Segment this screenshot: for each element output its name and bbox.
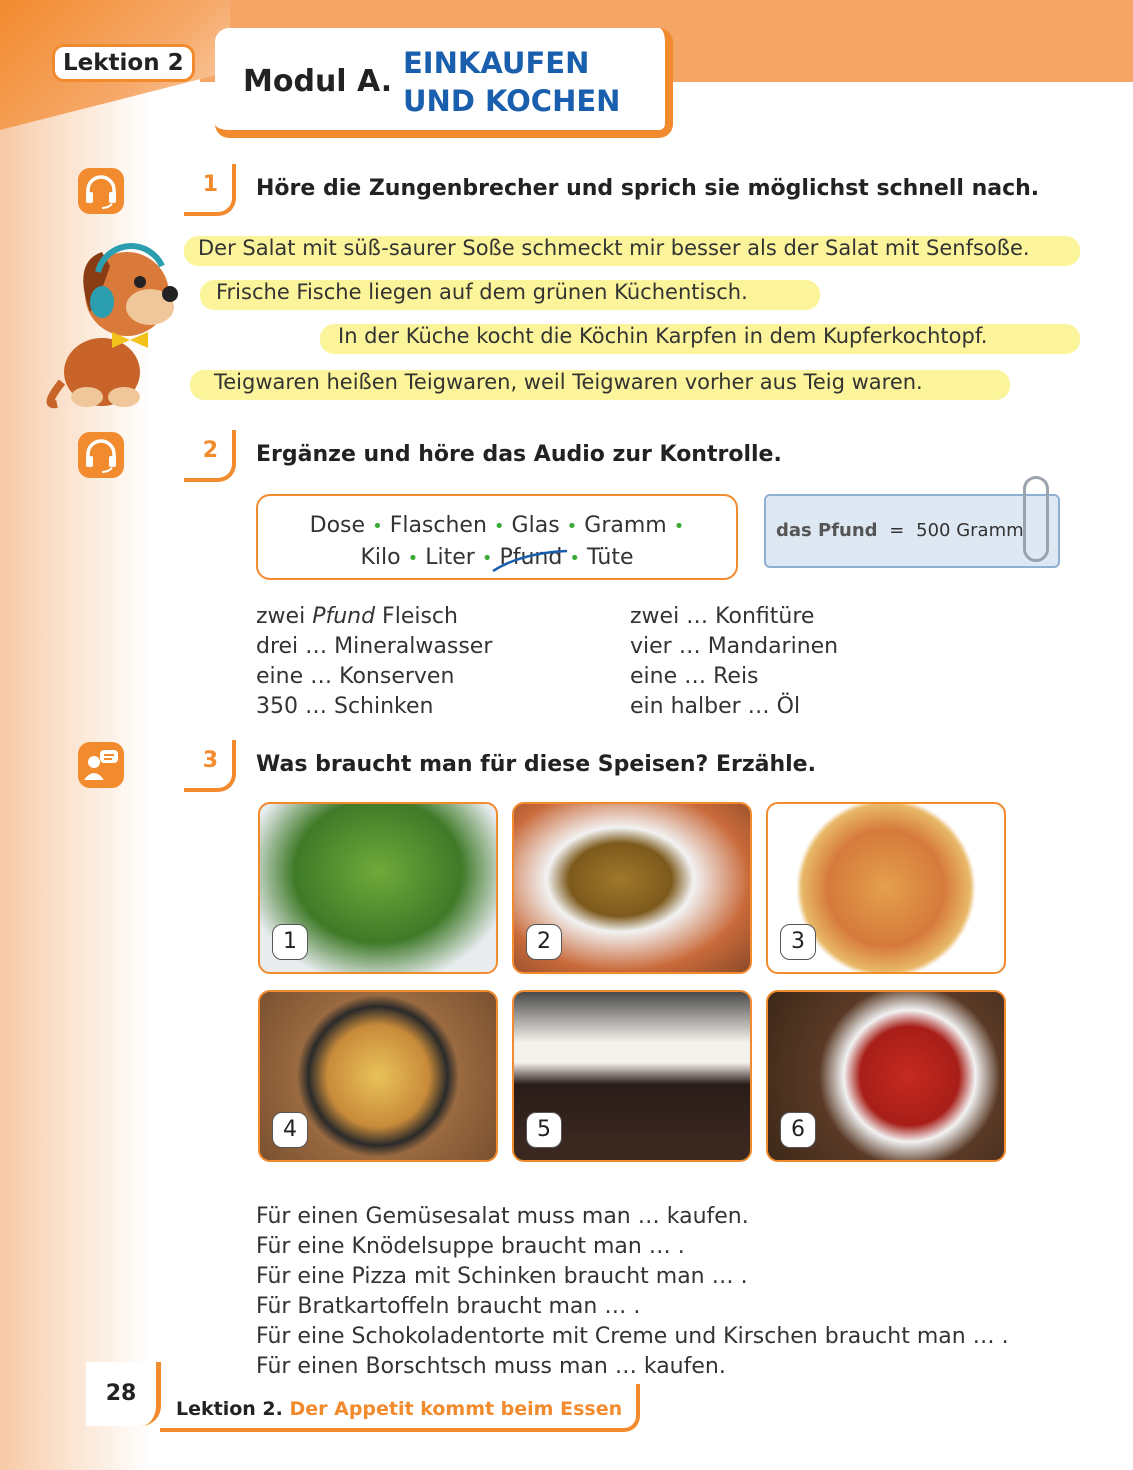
photo-number: 5	[526, 1112, 562, 1148]
bullet-dot: •	[372, 516, 383, 537]
note-equals: =	[889, 520, 905, 541]
bullet-dot: •	[673, 516, 685, 537]
fill-in-item: ein halber … Öl	[630, 694, 801, 719]
fill-in-item	[256, 604, 458, 629]
word-item: Flaschen	[389, 513, 487, 538]
fill-in-item	[256, 634, 492, 659]
food-photo-soup	[512, 802, 752, 974]
bullet-dot: •	[407, 548, 419, 569]
left-decorative-strip	[0, 0, 150, 1470]
fill-text: drei …	[256, 634, 335, 659]
sentence: Für eine Pizza mit Schinken braucht man … .	[256, 1264, 748, 1289]
headphones-icon[interactable]	[78, 432, 124, 478]
exercise-1-instruction: Höre die Zungenbrecher und sprich sie möglichst schnell nach.	[256, 176, 1040, 201]
bullet-dot: •	[569, 548, 580, 569]
word-item: Glas	[511, 513, 560, 538]
note-value: 500 Gramm	[916, 520, 1024, 541]
headphones-icon[interactable]	[78, 168, 124, 214]
food-photo-cake	[512, 990, 752, 1162]
exercise-2-instruction: Ergänze und höre das Audio zur Kontrolle.	[256, 442, 782, 467]
fill-in-item: vier … Mandarinen	[630, 634, 839, 659]
photo-number: 4	[272, 1112, 308, 1148]
strike-through-mark	[491, 547, 571, 575]
speech-bubble-icon[interactable]	[78, 742, 124, 788]
bullet-dot: •	[566, 516, 578, 537]
exercise-3-number: 3	[184, 740, 236, 792]
module-title-line2: UND KOCHEN	[403, 84, 621, 118]
bullet-dot: •	[481, 548, 493, 569]
food-photo-fried-potatoes	[258, 990, 498, 1162]
word-bank-line2	[258, 542, 736, 574]
paperclip-icon	[1023, 476, 1049, 562]
word-bank-line1	[258, 510, 736, 542]
module-label: Modul A.	[243, 64, 393, 99]
lesson-badge: Lektion 2	[52, 44, 195, 82]
fill-text: zwei	[256, 604, 313, 629]
sentence: Für einen Gemüsesalat muss man … kaufen.	[256, 1204, 749, 1229]
tongue-twister: Der Salat mit süß-saurer Soße schmeckt mir besser als der Salat mit Senfsoße.	[198, 236, 1030, 260]
fill-text: Konserven	[339, 664, 455, 689]
fill-text: Mineralwasser	[334, 634, 493, 659]
sentence: Für einen Borschtsch muss man … kaufen.	[256, 1354, 726, 1379]
sentence: Für eine Schokoladentorte mit Creme und Kirschen braucht man … .	[256, 1324, 1009, 1349]
exercise-2-number: 2	[184, 430, 236, 482]
food-photo-salad	[258, 802, 498, 974]
fill-in-item: eine … Reis	[630, 664, 759, 689]
tongue-twister: Frische Fische liegen auf dem grünen Küchentisch.	[216, 280, 748, 304]
word-item: Dose	[309, 513, 366, 538]
fill-text: eine …	[256, 664, 340, 689]
footer-lesson-title: Der Appetit kommt beim Essen	[289, 1398, 623, 1420]
photo-number: 1	[272, 924, 308, 960]
photo-number: 3	[780, 924, 816, 960]
exercise-3-instruction: Was braucht man für diese Speisen? Erzähle.	[256, 752, 816, 777]
word-item: Kilo	[360, 545, 401, 570]
sentence: Für Bratkartoffeln braucht man … .	[256, 1294, 641, 1319]
module-title	[403, 44, 663, 120]
photo-number: 6	[780, 1112, 816, 1148]
fill-in-item	[256, 664, 454, 689]
food-photo-pizza	[766, 802, 1006, 974]
word-bank	[256, 494, 738, 580]
food-photo-borscht	[766, 990, 1006, 1162]
module-title-line1: EINKAUFEN	[403, 46, 590, 80]
fill-text: Schinken	[333, 694, 434, 719]
word-item-crossed	[499, 545, 569, 570]
fill-text: 350 …	[256, 694, 334, 719]
photo-number: 2	[526, 924, 562, 960]
word-item: Pfund	[499, 545, 563, 570]
dog-mascot-illustration	[32, 232, 192, 412]
fill-in-item	[256, 694, 433, 719]
fill-in-item: zwei … Konfitüre	[630, 604, 815, 629]
tongue-twister: Teigwaren heißen Teigwaren, weil Teigwaren vorher aus Teig waren.	[214, 370, 923, 394]
bullet-dot: •	[493, 516, 505, 537]
footer-lesson: Lektion 2.	[176, 1398, 283, 1420]
unit-note	[764, 494, 1060, 568]
tongue-twister: In der Küche kocht die Köchin Karpfen in dem Kupferkochtopf.	[338, 324, 988, 348]
exercise-1-number: 1	[184, 164, 236, 216]
word-item: Gramm	[584, 513, 667, 538]
page-number: 28	[86, 1362, 161, 1426]
sentence: Für eine Knödelsuppe braucht man … .	[256, 1234, 685, 1259]
word-item: Tüte	[586, 545, 634, 570]
footer-title	[176, 1398, 622, 1420]
fill-answer: Pfund	[312, 604, 376, 629]
note-term: das Pfund	[776, 520, 878, 541]
fill-text: Fleisch	[375, 604, 458, 629]
module-title-box	[215, 28, 673, 138]
word-item: Liter	[425, 545, 475, 570]
